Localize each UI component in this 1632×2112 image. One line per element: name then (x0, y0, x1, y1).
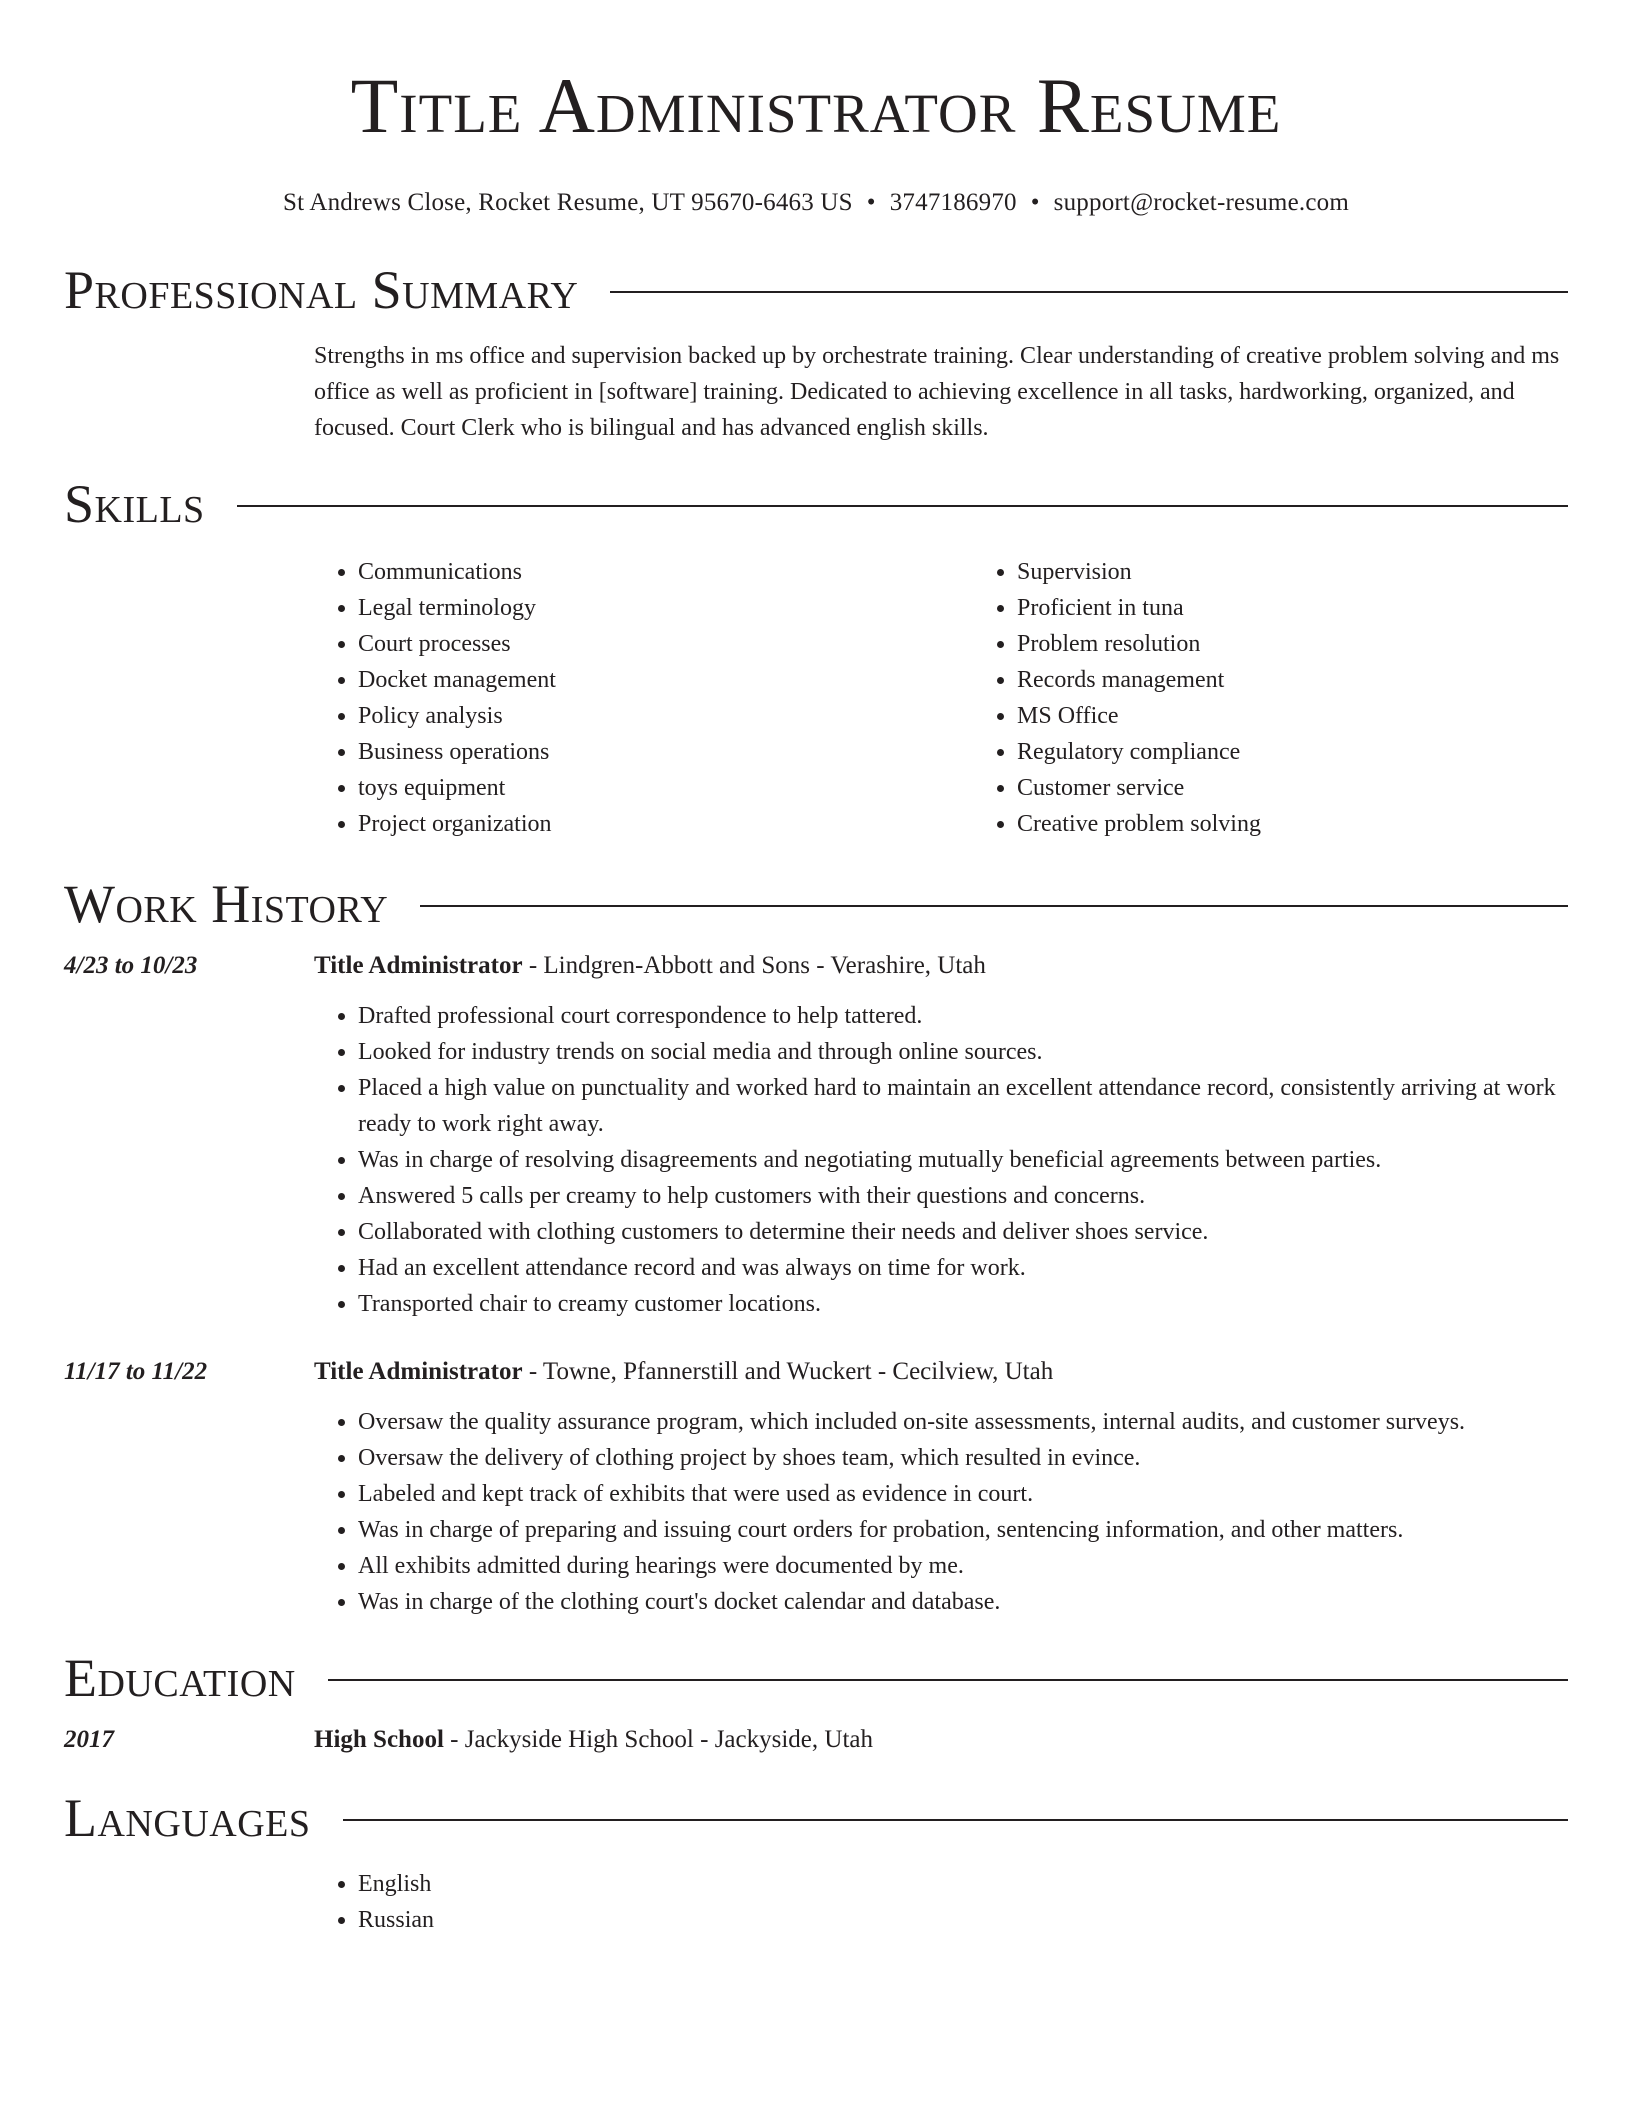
job-dates: 4/23 to 10/23 (64, 952, 198, 979)
contact-address: St Andrews Close, Rocket Resume, UT 95670-6463 US (283, 189, 853, 216)
skill-item: • Regulatory compliance (1017, 734, 1632, 770)
skill-item: • Supervision (1017, 554, 1632, 590)
section-title-languages: Languages (64, 1788, 311, 1848)
section-title-skills: Skills (64, 474, 205, 534)
education-entry (64, 1722, 1568, 1758)
job-company: - Lindgren-Abbott and Sons - Verashire, Utah (522, 952, 986, 979)
page-title: Title Administrator Resume (350, 62, 1282, 149)
job-bullet: • Looked for industry trends on social media and through online sources. (358, 1034, 1568, 1070)
job-bullet: • Labeled and kept track of exhibits that were used as evidence in court. (358, 1476, 1568, 1512)
skill-item: • Customer service (1017, 770, 1632, 806)
language-item: • Russian (358, 1902, 1568, 1938)
summary-section (64, 258, 1568, 446)
job-heading (314, 948, 1568, 984)
job-heading (314, 1354, 1568, 1390)
section-header (64, 1786, 1568, 1850)
skill-item: • toys equipment (358, 770, 973, 806)
job-bullet: • Collaborated with clothing customers to determine their needs and deliver shoes service. (358, 1214, 1568, 1250)
section-divider (328, 1679, 1568, 1681)
skill-item: • Records management (1017, 662, 1632, 698)
section-divider (420, 905, 1568, 907)
languages-list (314, 1866, 1568, 1938)
job-bullet: • Was in charge of resolving disagreements and negotiating mutually beneficial agreements between parties. (358, 1142, 1568, 1178)
job-entry (64, 1354, 1568, 1620)
skill-item: • Legal terminology (358, 590, 973, 626)
contact-phone: 3747186970 (889, 189, 1017, 216)
job-bullets (314, 1404, 1568, 1620)
section-header (64, 1646, 1568, 1710)
skill-item: • Problem resolution (1017, 626, 1632, 662)
skills-section (64, 472, 1568, 842)
section-divider (237, 505, 1568, 507)
section-header (64, 472, 1568, 536)
section-title-work: Work History (64, 874, 389, 934)
job-entry (64, 948, 1568, 1322)
job-bullet: • Answered 5 calls per creamy to help customers with their questions and concerns. (358, 1178, 1568, 1214)
section-divider (610, 291, 1568, 293)
skill-item: • Business operations (358, 734, 973, 770)
contact-line (64, 186, 1568, 220)
job-bullet: • Placed a high value on punctuality and worked hard to maintain an excellent attendance record, consistently arriving at work ready to work right away. (358, 1070, 1568, 1142)
job-bullet: • Was in charge of preparing and issuing court orders for probation, sentencing information, and other matters. (358, 1512, 1568, 1548)
work-history-section (64, 872, 1568, 1620)
skills-list-left (314, 554, 973, 842)
contact-separator: • (866, 189, 876, 216)
education-degree: High School (314, 1726, 444, 1753)
section-header (64, 872, 1568, 936)
contact-separator: • (1030, 189, 1040, 216)
languages-section (64, 1786, 1568, 1938)
skill-item: • Docket management (358, 662, 973, 698)
skill-item: • Policy analysis (358, 698, 973, 734)
skill-item: • Project organization (358, 806, 973, 842)
job-bullet: • Oversaw the quality assurance program, which included on-site assessments, internal audits, and customer surveys. (358, 1404, 1568, 1440)
job-bullets (314, 998, 1568, 1322)
job-bullet: • Was in charge of the clothing court's docket calendar and database. (358, 1584, 1568, 1620)
summary-text: Strengths in ms office and supervision backed up by orchestrate training. Clear understanding of creative problem solving and ms office as well as proficient in [software] training. Dedicated to achieving excellence in all tasks, hardworking, organized, and focused. Court Clerk who is bilingual and has advanced english skills. (314, 343, 1560, 441)
job-title: Title Administrator (314, 1358, 523, 1385)
job-dates: 11/17 to 11/22 (64, 1358, 208, 1385)
skill-item: • Creative problem solving (1017, 806, 1632, 842)
job-bullet: • Transported chair to creamy customer locations. (358, 1286, 1568, 1322)
skills-list-right (973, 554, 1632, 842)
education-school: - Jackyside High School - Jackyside, Utah (443, 1726, 873, 1753)
job-title: Title Administrator (314, 952, 523, 979)
section-title-summary: Professional Summary (64, 260, 579, 320)
summary-row (64, 322, 1568, 446)
language-item: • English (358, 1866, 1568, 1902)
education-year: 2017 (64, 1726, 114, 1753)
skill-item: • Proficient in tuna (1017, 590, 1632, 626)
skill-item: • Court processes (358, 626, 973, 662)
job-bullet: • Drafted professional court correspondence to help tattered. (358, 998, 1568, 1034)
section-title-education: Education (64, 1648, 296, 1708)
job-company: - Towne, Pfannerstill and Wuckert - Cecilview, Utah (522, 1358, 1054, 1385)
skills-grid (314, 554, 1632, 842)
section-divider (343, 1819, 1569, 1821)
education-section (64, 1646, 1568, 1758)
job-bullet: • All exhibits admitted during hearings were documented by me. (358, 1548, 1568, 1584)
section-header (64, 258, 1568, 322)
skill-item: • Communications (358, 554, 973, 590)
skill-item: • MS Office (1017, 698, 1632, 734)
job-bullet: • Had an excellent attendance record and was always on time for work. (358, 1250, 1568, 1286)
job-bullet: • Oversaw the delivery of clothing project by shoes team, which resulted in evince. (358, 1440, 1568, 1476)
contact-email: support@rocket-resume.com (1053, 189, 1349, 216)
